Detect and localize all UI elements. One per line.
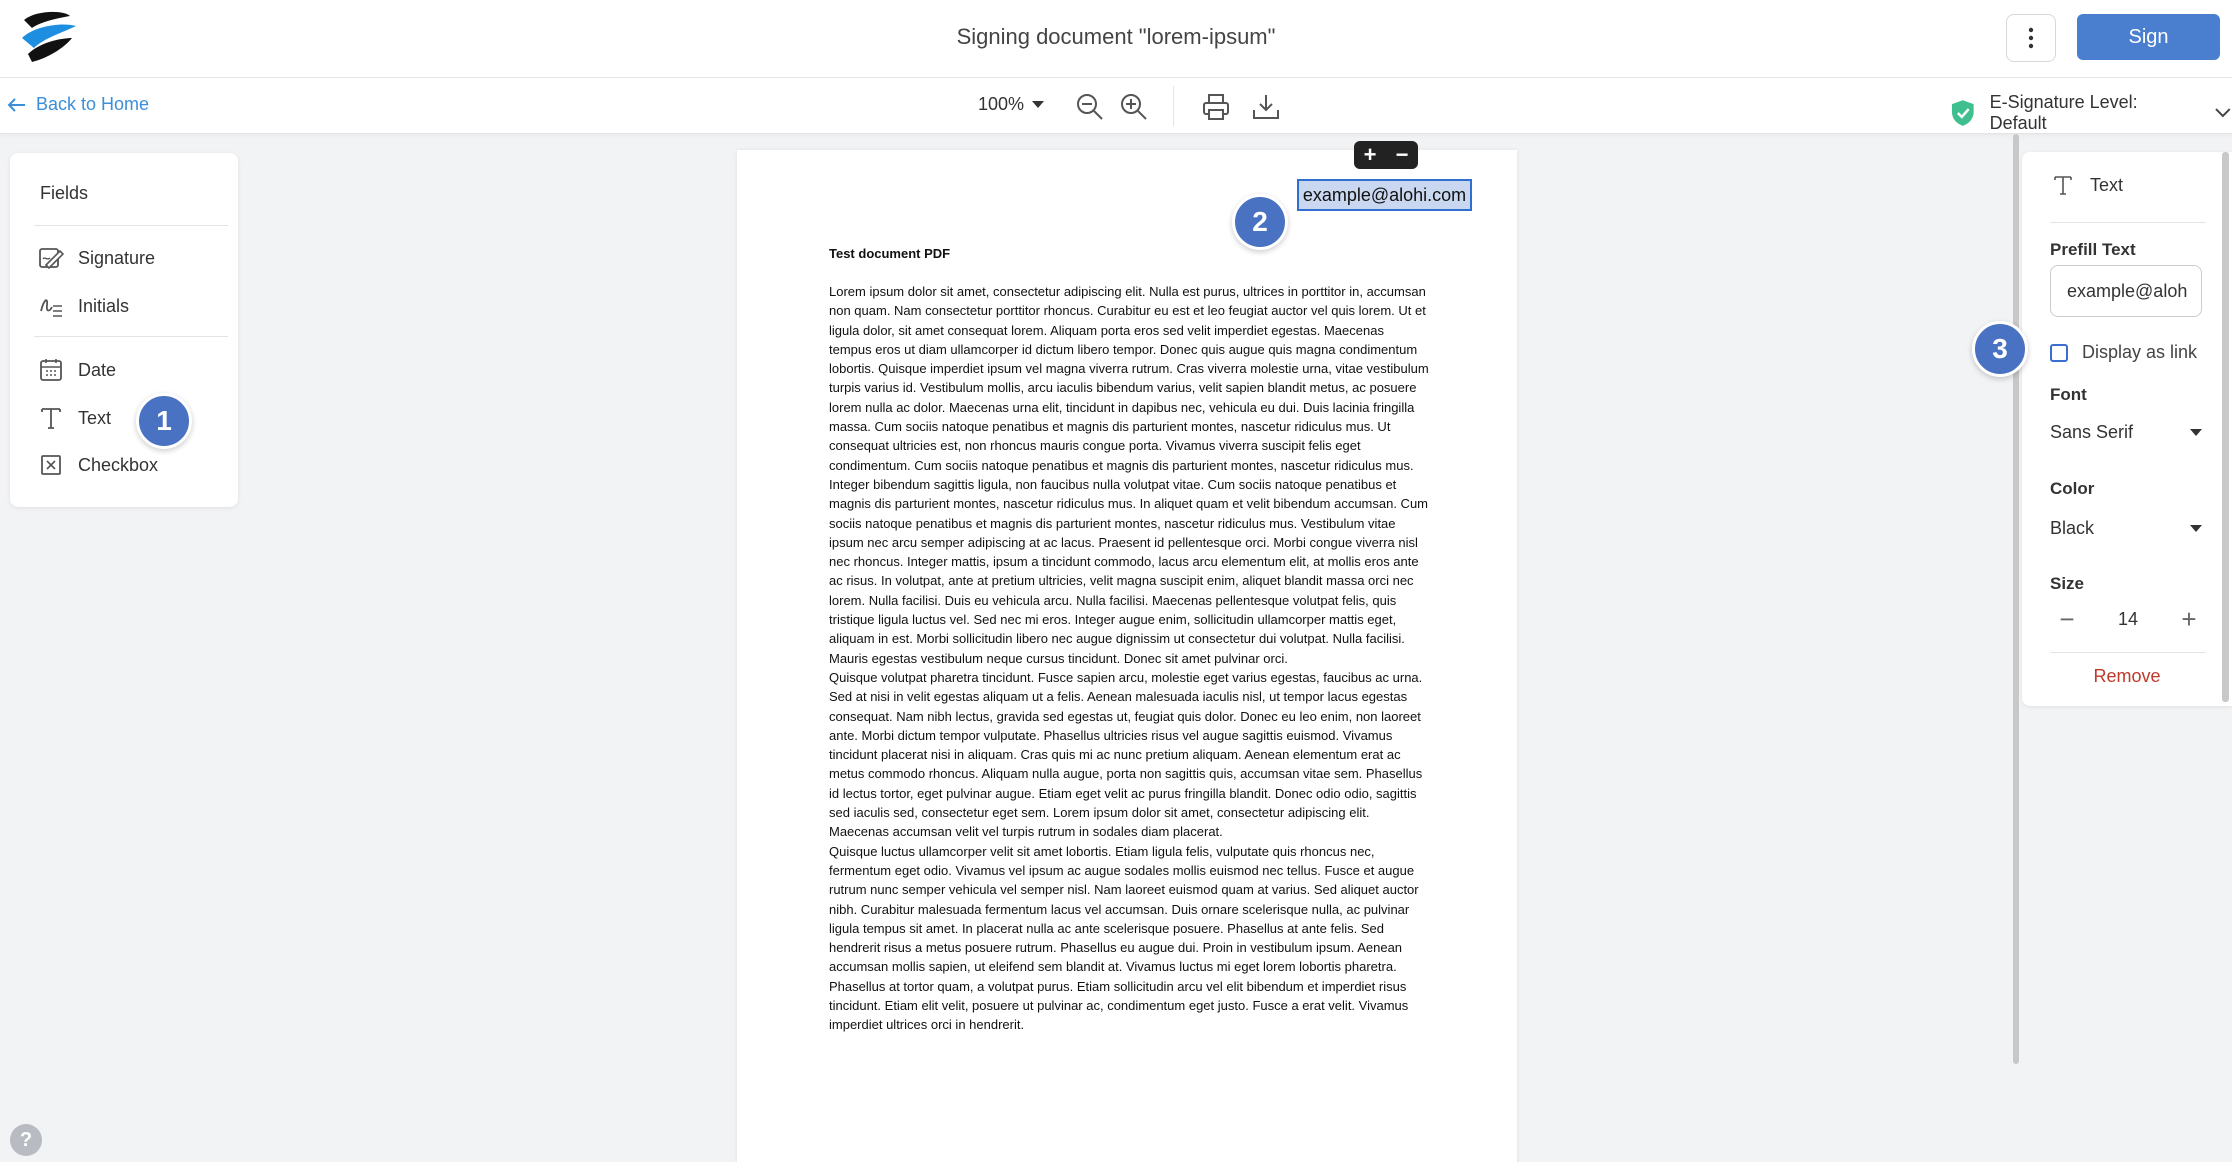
field-item-text[interactable]: [38, 405, 111, 431]
field-item-label: Initials: [78, 295, 130, 316]
print-icon[interactable]: [1201, 92, 1231, 122]
zoom-in-icon[interactable]: [1119, 92, 1149, 122]
more-vertical-icon: [2028, 27, 2034, 49]
display-as-link-option[interactable]: [2050, 342, 2197, 363]
caret-down-icon: [2190, 525, 2202, 532]
chevron-down-icon: [2214, 107, 2232, 119]
chevron-down-icon: [1032, 101, 1044, 108]
more-options-button[interactable]: [2006, 14, 2056, 62]
document-page: [737, 150, 1517, 1162]
size-label: Size: [2050, 574, 2085, 593]
increase-size-button[interactable]: +: [2181, 604, 2197, 634]
step-badge-3: 3: [1972, 321, 2028, 377]
step-badge-2: 2: [1232, 194, 1288, 250]
zoom-level-select[interactable]: [978, 94, 1044, 115]
checkbox-icon: [38, 452, 64, 478]
prefill-text-input[interactable]: [2050, 265, 2202, 317]
app-logo[interactable]: [18, 8, 80, 66]
fields-panel: [10, 153, 238, 507]
signature-icon: [38, 245, 64, 271]
arrow-left-icon: [8, 98, 26, 112]
color-label: Color: [2050, 479, 2095, 498]
text-icon: [38, 405, 64, 431]
toolbar-divider: [1173, 86, 1174, 126]
help-button[interactable]: ?: [10, 1124, 42, 1156]
color-select[interactable]: [2050, 518, 2206, 539]
field-item-checkbox[interactable]: [38, 452, 158, 478]
fields-panel-title: Fields: [40, 183, 89, 203]
font-value: Sans Serif: [2050, 422, 2134, 442]
field-properties-panel: [2022, 152, 2232, 706]
esignature-level-label: E-Signature Level: Default: [1989, 92, 2138, 133]
grow-field-button[interactable]: +: [1363, 142, 1377, 167]
divider: [2050, 652, 2206, 653]
document-title: Signing document "lorem-ipsum": [956, 24, 1276, 49]
divider: [34, 336, 228, 337]
document-paragraph: Quisque luctus ullamcorper velit sit amet lobortis. Etiam ligula felis, vulputate quis rhoncus nec, fermentum eget odio. Vivamus vel ipsum ac augue sodales mollis euismod nec tellus. Fusce et augue rutrum nunc semper vehicula vel semper nisl. Nam laoreet euismod quam at varius. Sed aliquet auctor nibh. Curabitur malesuada fermentum lacus vel accumsan. Duis ornare scelerisque nulla, ac pulvinar ligula tempus sit amet. In placerat nulla ac ante scelerisque posuere. Phasellus at ante felis. Sed hendrerit risus a metus posuere rutrum. Phasellus eu augue dui. Proin in vestibulum ipsum. Aenean accumsan mollis sapien, ut eleifend sem blandit at. Vivamus luctus mi eget lorem lobortis pharetra. Phasellus at tortor quam, a volutpat purus. Etiam sollicitudin arcu vel elit bibendum et imperdiet risus tincidunt. Etiam elit velit, posuere ut pulvinar ac, condimentum eget justo. Fusce a erat velit. Vivamus imperdiet ultrices orci in hendrerit.: [829, 843, 1419, 1033]
zoom-out-icon[interactable]: [1075, 92, 1105, 122]
text-icon: [2052, 174, 2074, 196]
download-icon[interactable]: [1251, 92, 1281, 122]
placed-text-field[interactable]: example@alohi.com: [1297, 179, 1472, 211]
calendar-icon: [38, 357, 64, 383]
sign-button[interactable]: Sign: [2077, 14, 2220, 60]
field-type-label: Text: [2090, 174, 2124, 195]
initials-icon: [38, 293, 64, 319]
field-item-date[interactable]: [38, 357, 116, 383]
display-as-link-label: Display as link: [2082, 342, 2198, 362]
document-body: [829, 282, 1429, 1035]
field-item-label: Checkbox: [78, 454, 159, 475]
remove-field-button[interactable]: Remove: [2093, 666, 2161, 686]
prefill-text-label: Prefill Text: [2050, 240, 2136, 259]
caret-down-icon: [2190, 429, 2202, 436]
shield-check-icon: [1950, 99, 1976, 127]
display-as-link-checkbox[interactable]: [2050, 344, 2068, 362]
font-label: Font: [2050, 385, 2087, 404]
document-scrollbar[interactable]: [2013, 134, 2019, 1064]
field-type-header: [2052, 174, 2123, 196]
shrink-field-button[interactable]: −: [1395, 142, 1409, 167]
color-value: Black: [2050, 518, 2095, 538]
size-value: 14: [2117, 609, 2139, 629]
font-select[interactable]: [2050, 422, 2206, 443]
document-paragraph: Lorem ipsum dolor sit amet, consectetur adipiscing elit. Nulla est purus, ultrices in porttitor in, accumsan non quam. Nam consectetur porttitor rhoncus. Curabitur eu est et leo feugiat auctor vel quis lorem. Ut et ligula dolor, sit amet consequat lorem. Aliquam porta eros sed velit imperdiet egestas. Maecenas tempus eros ut diam ullamcorper id dictum libero tempor. Donec quis augue quis magna condimentum lobortis. Quisque imperdiet ipsum vel magna viverra rutrum. Cras viverra molestie urna, vitae vestibulum turpis varius id. Vestibulum mollis, arcu iaculis bibendum varius, velit sapien blandit metus, ac posuere lorem nulla ac dolor. Maecenas urna elit, tincidunt in dapibus nec, vehicula eu dui. Duis lacinia fringilla massa. Cum sociis natoque penatibus et magnis dis parturient montes, nascetur ridiculus mus. Ut consequat ultricies est, non rhoncus mauris congue porta. Vivamus viverra suscipit felis eget condimentum. Cum sociis natoque penatibus et magnis dis parturient montes, nascetur ridiculus mus. Integer bibendum sagittis ligula, non faucibus nulla volutpat vitae. Cum sociis natoque penatibus et magnis dis parturient montes, nascetur ridiculus mus. In aliquet quam et velit bibendum accumsan. Cum sociis natoque penatibus et magnis dis parturient montes, nascetur ridiculus mus. Vestibulum vitae ipsum nec arcu semper adipiscing at ac lacus. Praesent id pellentesque orci. Morbi congue viverra nisl nec rhoncus. Integer mattis, ipsum a tincidunt commodo, lacus arcu elementum elit, at mollis eros ante ac risus. In volutpat, ante at pretium ultricies, velit magna suscipit enim, aliquet blandit massa orci nec lorem. Nulla facilisi. Duis eu vehicula arcu. Nulla facilisi. Maecenas pellentesque volutpat felis, quis tristique ligula luctus vel. Sed nec mi eros. Integer augue enim, sollicitudin ullamcorper mattis eget, aliquam in est. Morbi sollicitudin libero nec augue dignissim ut consectetur dui volutpat. Nulla facilisi. Mauris egestas vestibulum neque cursus tincidunt. Donec sit amet pulvinar orci.: [829, 284, 1429, 666]
back-to-home-label: Back to Home: [36, 94, 150, 114]
field-item-initials[interactable]: [38, 293, 129, 319]
zoom-level-value: 100%: [978, 94, 1025, 114]
esignature-level-select[interactable]: [1950, 92, 2232, 134]
field-item-signature[interactable]: [38, 245, 155, 271]
document-paragraph: Quisque volutpat pharetra tincidunt. Fusce sapien arcu, molestie eget varius egestas, faucibus ac urna. Sed at nisi in velit egestas aliquam ut a felis. Aenean malesuada iaculis nisl, ut tempor lacus egestas consequat. Nam nibh lectus, gravida sed egestas ut, feugiat quis dolor. Donec eu leo enim, non laoreet ante. Morbi dictum tempor vulputate. Phasellus ultricies risus vel augue sagittis euismod. Vivamus tincidunt placerat nisi in aliquam. Cras quis mi ac nunc pretium aliquam. Aenean elementum erat ac metus commodo rhoncus. Aliquam nulla augue, porta non sagittis quis, accumsan vitae sem. Phasellus id lectus tortor, eget pulvinar augue. Etiam eget velit ac purus fringilla blandit. Donec odio odio, sagittis sed iaculis sed, consectetur eget sem. Lorem ipsum dolor sit amet, consectetur adipiscing elit. Maecenas accumsan velit vel turpis rutrum in sodales diam placerat.: [829, 669, 1423, 840]
decrease-size-button[interactable]: −: [2059, 604, 2075, 634]
size-stepper: [2050, 604, 2206, 635]
back-to-home-link[interactable]: [8, 94, 149, 115]
field-item-label: Signature: [78, 247, 156, 268]
properties-scrollbar[interactable]: [2222, 152, 2229, 702]
divider: [2050, 222, 2206, 223]
document-heading: Test document PDF: [829, 246, 951, 261]
field-item-label: Text: [78, 407, 112, 428]
document-toolbar: [0, 78, 2232, 134]
divider: [34, 225, 228, 226]
field-size-controls: [1354, 141, 1418, 169]
step-badge-1: 1: [136, 393, 192, 449]
field-item-label: Date: [78, 359, 117, 380]
top-bar: [0, 0, 2232, 78]
